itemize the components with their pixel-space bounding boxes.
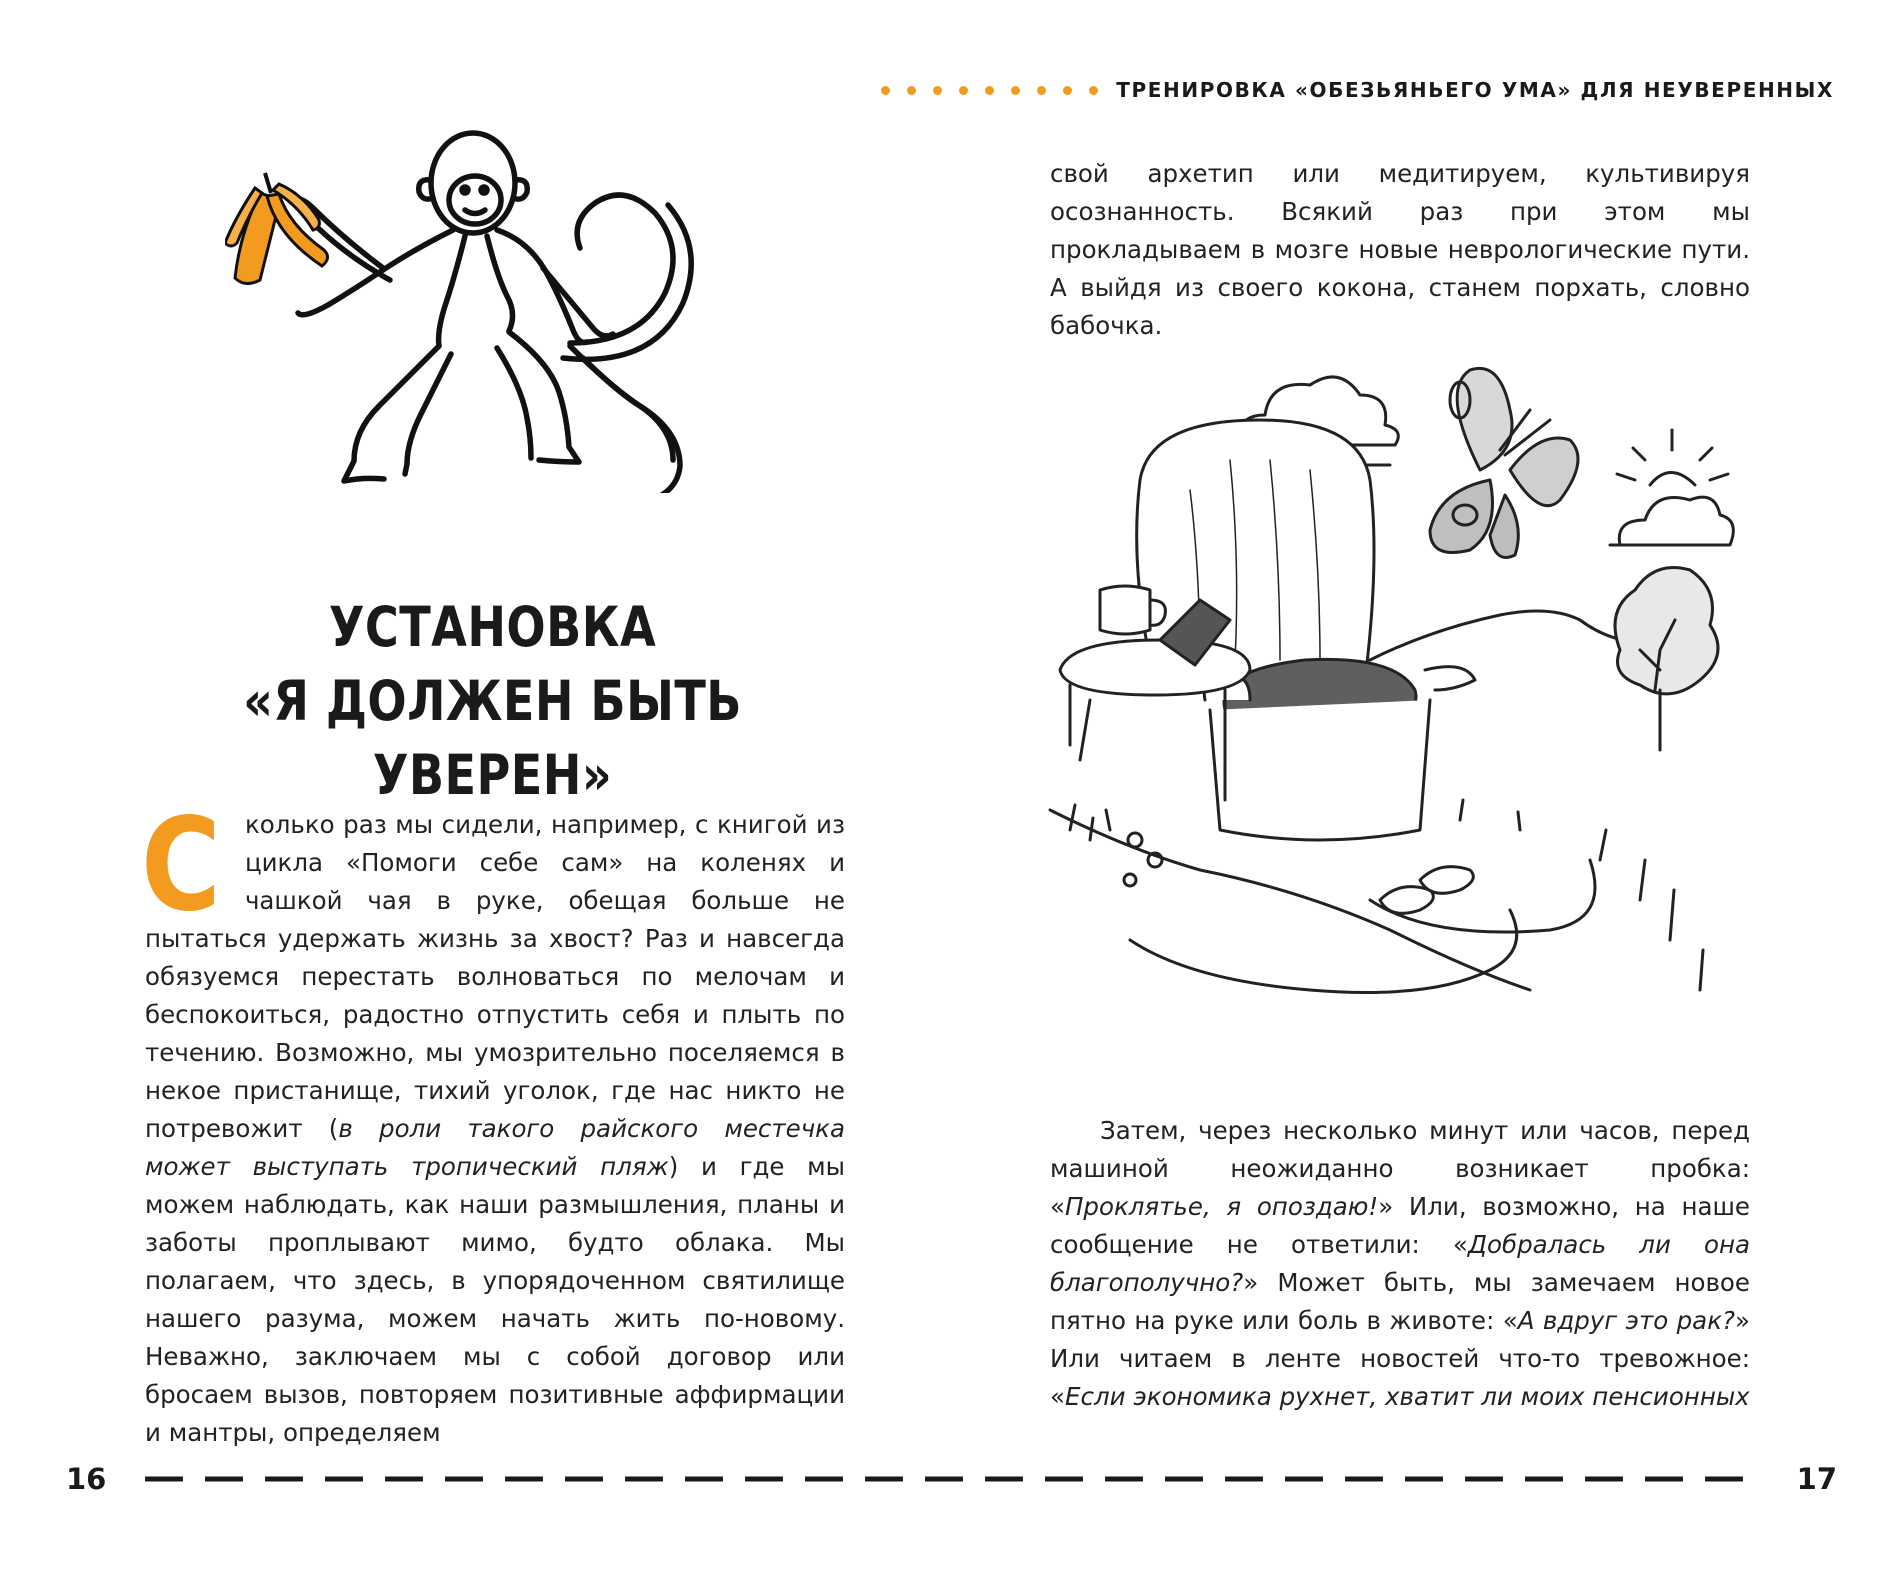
right-p2-text-1: Затем, через несколько минут или часов, перед машиной неожиданно возникает пробка: « <box>1050 1116 1750 1221</box>
flower-icon <box>1128 833 1142 847</box>
right-p2-text-3: » Может быть, мы замечаем новое пятно на руке или боль в животе: « <box>1050 1268 1750 1335</box>
sun-icon <box>1650 473 1695 486</box>
left-page-text <box>141 791 845 1452</box>
cup-icon <box>1100 586 1150 634</box>
shoes-icon <box>1380 887 1433 914</box>
header-dots-decoration <box>881 86 1098 95</box>
right-paragraph-1: свой архетип или медитируем, культивируя осознанность. Всякий раз при этом мы прокладываем в мозге новые неврологические пути. А выйдя из своего кокона, станем порхать, словно бабочка. <box>1050 159 1750 340</box>
running-header <box>881 78 1834 102</box>
page-number-right: 17 <box>1796 1462 1837 1496</box>
chapter-title-line-1: УСТАНОВКА <box>328 595 657 659</box>
monkey-illustration <box>225 118 770 493</box>
cloud-icon <box>1610 497 1733 545</box>
left-p1-italic-1: в роли такого райского местечка может выступать тропический пляж <box>145 1114 845 1181</box>
chapter-title-line-2: «Я ДОЛЖЕН БЫТЬ УВЕРЕН» <box>243 669 742 807</box>
footer-dashed-rule <box>145 1476 1745 1482</box>
left-p1-text-2: ) и где мы можем наблюдать, как наши размышления, планы и заботы проплывают мимо, будто облака. Мы полагаем, что здесь, в упорядоченном святилище нашего разума, можем начать жить по-новому. Неважно, заключаем мы с собой договор или бросаем вызов, повторяем позитивные аффирмации и мантры, определяем <box>145 1152 845 1447</box>
right-p2-text-4: » Или читаем в ленте новостей что-то тревожное: « <box>1050 1306 1750 1411</box>
left-paragraph-1 <box>141 791 845 1452</box>
tree-icon <box>1615 568 1718 751</box>
right-page-text-top <box>1050 155 1750 345</box>
right-p2-italic-1: Проклятье, я опоздаю! <box>1065 1192 1379 1221</box>
page-number-left: 16 <box>66 1462 107 1496</box>
right-page-text-bottom <box>1050 1112 1750 1416</box>
armchair-scene-illustration <box>1040 340 1750 1080</box>
chapter-title <box>188 590 797 812</box>
side-table-icon <box>1060 640 1250 695</box>
butterfly-icon <box>1430 368 1578 557</box>
running-header-text: ТРЕНИРОВКА «ОБЕЗЬЯНЬЕГО УМА» ДЛЯ НЕУВЕРЕННЫХ <box>1116 78 1834 102</box>
right-p2-text-2: » Или, возможно, на наше сообщение не ответили: « <box>1050 1192 1750 1259</box>
right-p2-italic-2: Добралась ли она благополучно? <box>1050 1230 1750 1297</box>
drop-cap: С <box>141 791 221 940</box>
right-paragraph-2 <box>1050 1112 1750 1416</box>
banana-peel-icon <box>225 173 328 284</box>
right-p2-italic-3: А вдруг это рак? <box>1517 1306 1735 1335</box>
left-p1-text-1: колько раз мы сидели, например, с книгой из цикла «Помоги себе сам» на коленях и чашкой чая в руке, обещая больше не пытаться удержать жизнь за хвост? Раз и навсегда обязуемся перестать волноваться по мелочам и беспокоиться, радостно отпустить себя и плыть по течению. Возможно, мы умозрительно поселяемся в некое пристанище, тихий уголок, где нас никто не потревожит ( <box>145 810 845 1143</box>
right-p2-italic-4: Если экономика рухнет, хватит ли моих пенсионных <box>1065 1382 1750 1411</box>
